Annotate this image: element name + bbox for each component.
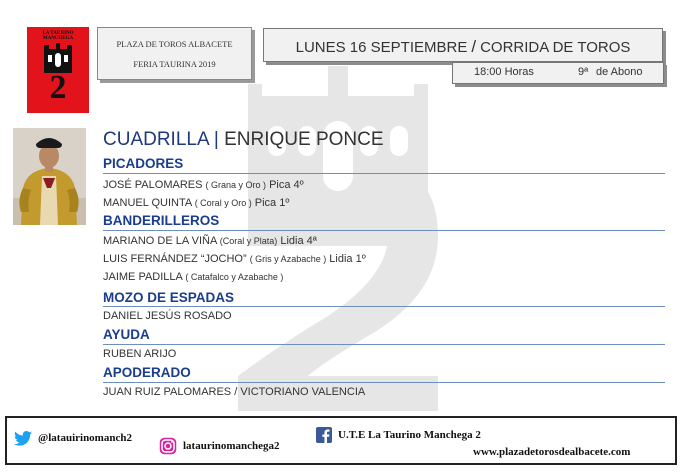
member-colors: ( Grana y Oro ) bbox=[205, 180, 267, 190]
feria-name: FERIA TAURINA 2019 bbox=[133, 59, 216, 69]
twitter-icon bbox=[14, 431, 32, 446]
divider bbox=[103, 344, 665, 345]
event-date: LUNES 16 SEPTIEMBRE bbox=[295, 39, 468, 56]
plaza-info-box bbox=[97, 27, 252, 80]
member-name: RUBEN ARIJO bbox=[103, 348, 177, 360]
date-separator: / bbox=[471, 37, 477, 56]
divider bbox=[103, 230, 665, 231]
divider bbox=[103, 173, 665, 174]
footer-bar bbox=[5, 416, 677, 465]
member-colors: ( Catafalco y Azabache ) bbox=[185, 272, 284, 282]
logo-title-line: MANCHEGA bbox=[42, 36, 74, 41]
taurino-manchega-logo bbox=[27, 27, 89, 113]
divider bbox=[103, 382, 665, 383]
member-colors: ( Gris y Azabache ) bbox=[249, 254, 327, 264]
logo-number: 2 bbox=[49, 69, 67, 106]
list-item bbox=[103, 253, 366, 265]
list-item bbox=[103, 310, 232, 322]
section-title-picadores: PICADORES bbox=[103, 156, 184, 171]
abono-number: 9ª bbox=[578, 66, 589, 78]
member-name: LUIS FERNÁNDEZ “JOCHO” bbox=[103, 253, 247, 265]
facebook-page: U.T.E La Taurino Manchega 2 bbox=[338, 429, 481, 441]
event-type: CORRIDA DE TOROS bbox=[480, 39, 631, 56]
plaza-name: PLAZA DE TOROS ALBACETE bbox=[116, 39, 233, 49]
list-item bbox=[103, 235, 317, 247]
event-date-box bbox=[263, 28, 663, 62]
facebook-icon bbox=[316, 427, 332, 443]
member-name: DANIEL JESÚS ROSADO bbox=[103, 310, 232, 322]
member-name: JUAN RUIZ PALOMARES / VICTORIANO VALENCIA bbox=[103, 386, 366, 398]
member-role: Lidia 1º bbox=[329, 253, 366, 265]
torero-name: ENRIQUE PONCE bbox=[224, 129, 384, 150]
member-name: JOSÉ PALOMARES bbox=[103, 179, 203, 191]
cuadrilla-heading bbox=[103, 129, 384, 151]
list-item bbox=[103, 271, 283, 283]
member-role: Lidia 4ª bbox=[280, 235, 317, 247]
list-item bbox=[103, 179, 304, 191]
instagram-icon bbox=[159, 437, 177, 455]
member-name: JAIME PADILLA bbox=[103, 271, 183, 283]
section-title-ayuda: AYUDA bbox=[103, 327, 150, 342]
member-role: Pica 4º bbox=[269, 179, 304, 191]
website-link[interactable]: www.plazadetorosdealbacete.com bbox=[473, 446, 631, 458]
event-time: 18:00 Horas bbox=[474, 66, 534, 78]
list-item bbox=[103, 348, 176, 360]
member-role: Pica 1º bbox=[254, 197, 290, 209]
divider bbox=[103, 306, 665, 307]
twitter-handle: @latauirinomanch2 bbox=[38, 432, 132, 444]
member-colors: (Coral y Plata) bbox=[219, 236, 278, 246]
event-time-box bbox=[452, 62, 664, 84]
member-name: MARIANO DE LA VIÑA bbox=[103, 235, 217, 247]
section-title-apoderado: APODERADO bbox=[103, 365, 191, 380]
list-item bbox=[103, 197, 289, 209]
section-title-banderilleros: BANDERILLEROS bbox=[103, 213, 220, 228]
logo-title-line: LA TAURINO bbox=[42, 31, 74, 36]
section-title-mozo: MOZO DE ESPADAS bbox=[103, 290, 235, 305]
member-colors: ( Coral y Oro ) bbox=[194, 198, 252, 208]
list-item bbox=[103, 386, 365, 398]
torero-photo bbox=[13, 128, 86, 225]
member-name: MANUEL QUINTA bbox=[103, 197, 192, 209]
cuadrilla-divider: | bbox=[213, 129, 219, 150]
cuadrilla-label: CUADRILLA bbox=[103, 129, 209, 150]
abono-label: de Abono bbox=[596, 66, 643, 78]
instagram-handle: lataurinomanchega2 bbox=[183, 440, 280, 452]
